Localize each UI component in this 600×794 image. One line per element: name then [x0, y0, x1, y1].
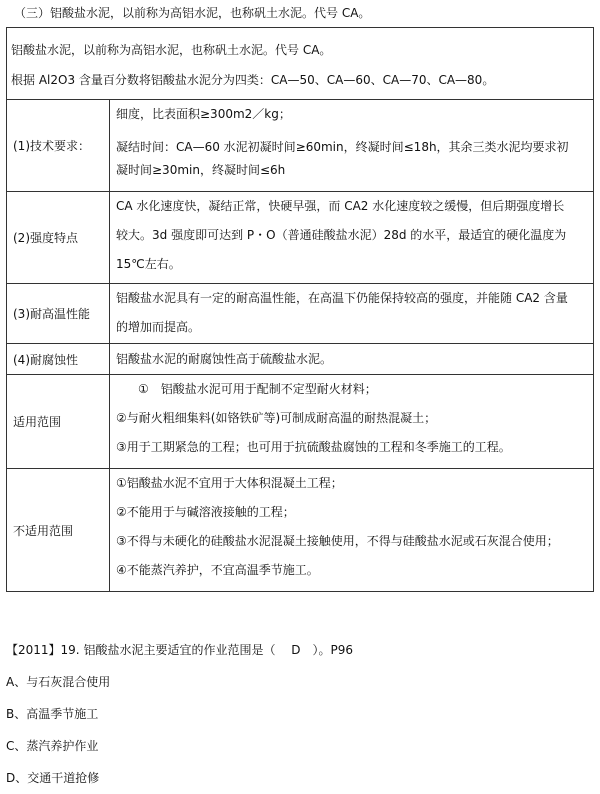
content-line: ③不得与未硬化的硅酸盐水泥混凝土接触使用，不得与硅酸盐水泥或石灰混合使用； [116, 534, 559, 548]
content-line: 凝结时间：CA—60 水泥初凝时间≥60min，终凝时间≤18h，其余三类水泥均要求初 [116, 140, 569, 154]
row-label: (4)耐腐蚀性 [7, 344, 110, 375]
table-row [7, 284, 594, 344]
row-label: (1)技术要求： [7, 100, 110, 192]
intro-cell [7, 28, 594, 100]
content-line: ②不能用于与碱溶液接触的工程； [116, 505, 295, 519]
row-content [110, 375, 594, 469]
row-label: 不适用范围 [7, 469, 110, 592]
table-row [7, 192, 594, 284]
exam-question [6, 634, 594, 794]
row-label: 适用范围 [7, 375, 110, 469]
content-line: ① 铝酸盐水泥可用于配制不定型耐火材料； [138, 382, 377, 396]
row-content [110, 192, 594, 284]
content-line: ④不能蒸汽养护，不宜高温季节施工。 [116, 563, 319, 577]
content-line: CA 水化速度快，凝结正常，快硬早强，而 CA2 水化速度较之缓慢，但后期强度增长 [116, 199, 565, 213]
section-heading: （三）铝酸盐水泥，以前称为高铝水泥，也称矾土水泥。代号 CA。 [14, 6, 371, 20]
intro-line: 根据 Al2O3 含量百分数将铝酸盐水泥分为四类：CA—50、CA—60、CA—70、CA—80。 [11, 73, 495, 87]
content-line: 15℃左右。 [116, 257, 181, 271]
intro-line: 铝酸盐水泥，以前称为高铝水泥，也称矾土水泥。代号 CA。 [11, 43, 332, 57]
content-line: ③用于工期紧急的工程；也可用于抗硫酸盐腐蚀的工程和冬季施工的工程。 [116, 440, 511, 454]
content-line: 较大。3d 强度即可达到 P・O（普通硅酸盐水泥）28d 的水平，最适宜的硬化温度为 [116, 228, 567, 242]
table-row [7, 344, 594, 375]
row-label: (2)强度特点 [7, 192, 110, 284]
row-label: (3)耐高温性能 [7, 284, 110, 344]
content-line: 铝酸盐水泥的耐腐蚀性高于硫酸盐水泥。 [116, 351, 333, 366]
table-row [7, 100, 594, 192]
answer-option: D、交通干道抢修 [6, 771, 100, 785]
table-row [7, 375, 594, 469]
content-line: 细度，比表面积≥300m2／kg； [116, 107, 291, 121]
table-row [7, 469, 594, 592]
row-content [110, 284, 594, 344]
table-row [7, 28, 594, 100]
question-stem: 【2011】19. 铝酸盐水泥主要适宜的作业范围是（ D ）。P96 [6, 643, 354, 657]
row-content [110, 100, 594, 192]
content-line: 的增加而提高。 [116, 320, 201, 334]
content-line: ②与耐火粗细集料(如铬铁矿等)可制成耐高温的耐热混凝土； [116, 411, 437, 425]
answer-option: A、与石灰混合使用 [6, 675, 111, 689]
row-content [110, 344, 594, 375]
content-line: ①铝酸盐水泥不宜用于大体积混凝土工程； [116, 476, 343, 490]
row-content [110, 469, 594, 592]
cement-properties-table [6, 27, 594, 592]
content-line: 凝时间≥30min，终凝时间≤6h [116, 163, 286, 177]
content-line: 铝酸盐水泥具有一定的耐高温性能，在高温下仍能保持较高的强度，并能随 CA2 含量 [116, 291, 568, 305]
answer-option: B、高温季节施工 [6, 707, 99, 721]
answer-option: C、蒸汽养护作业 [6, 739, 99, 753]
